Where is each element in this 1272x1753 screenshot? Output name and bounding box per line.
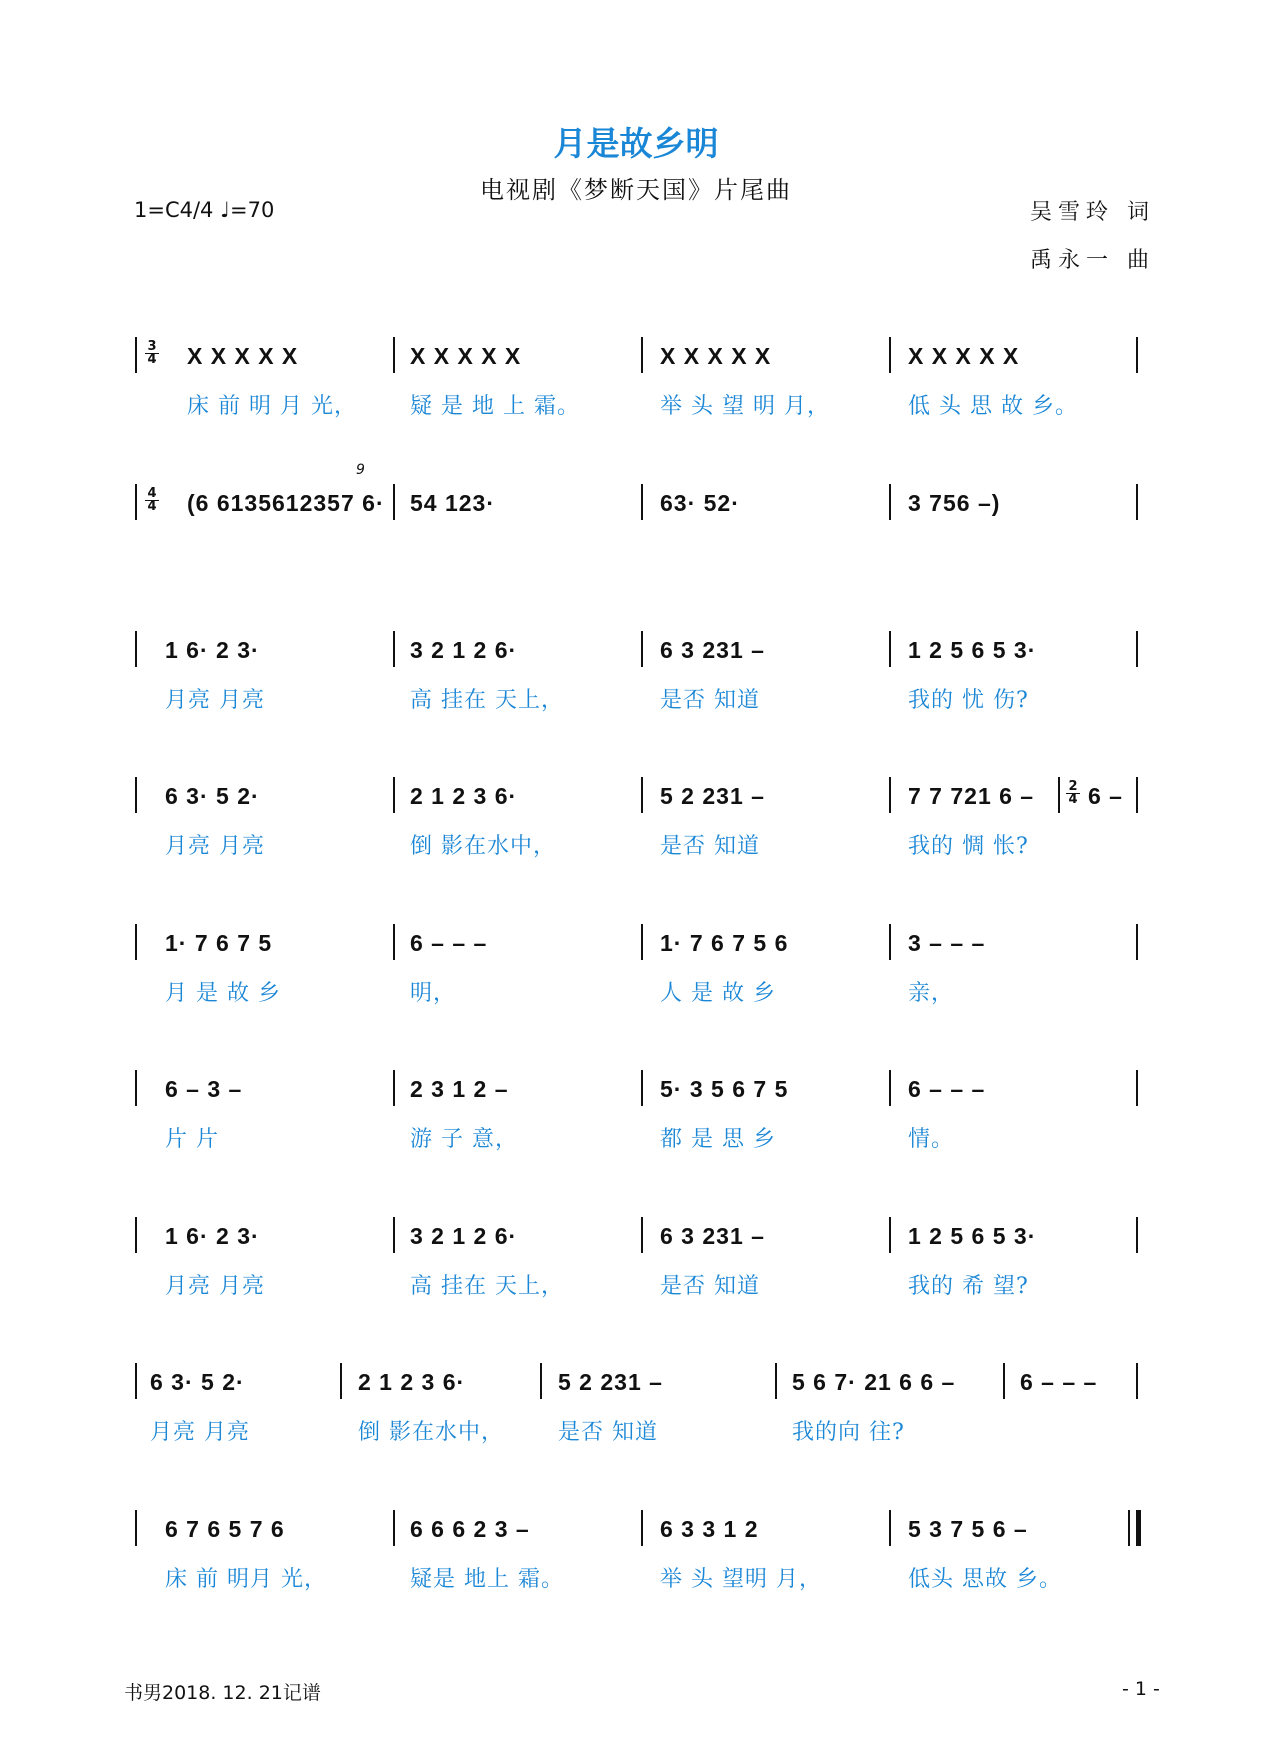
bar-line <box>135 1217 137 1253</box>
measure-lyrics: 床 前 明月 光， <box>165 1567 327 1592</box>
bar-line <box>393 337 395 373</box>
bar-line <box>1136 1510 1141 1546</box>
measure-notes: 6 – – – <box>1020 1369 1098 1395</box>
bar-line <box>393 1070 395 1106</box>
measure-notes: 3 2 1 2 6· <box>410 1223 518 1249</box>
measure-notes: 5 2 231 – <box>660 783 765 809</box>
bar-line <box>1136 1070 1138 1106</box>
bar-line <box>641 1217 643 1253</box>
bar-line <box>135 1510 137 1546</box>
measure-lyrics: 我的 惆 怅? <box>908 834 1029 859</box>
time-signature-numerator: 2 <box>1068 779 1078 794</box>
song-subtitle: 电视剧《梦断天国》片尾曲 <box>480 176 792 204</box>
measure-notes: 6 – 3 – <box>165 1076 243 1102</box>
final-bar-line-thin <box>1128 1510 1130 1546</box>
bar-line <box>1136 1217 1138 1253</box>
measure-lyrics: 是否 知道 <box>660 688 760 713</box>
measure-notes: 63· 52· <box>660 490 740 516</box>
measure-notes: 2 3 1 2 – <box>410 1076 509 1102</box>
measure-lyrics: 情。 <box>908 1127 955 1152</box>
bar-line <box>393 777 395 813</box>
measure-lyrics: 倒 影在水中， <box>358 1420 504 1445</box>
footer-transcriber: 书男2018. 12. 21记谱 <box>124 1682 321 1704</box>
measure-lyrics: 人 是 故 乡 <box>660 981 776 1006</box>
measure-notes: 6 3 231 – <box>660 637 765 663</box>
measure-lyrics: 都 是 思 乡 <box>660 1127 776 1152</box>
measure-notes: X X X X X <box>660 343 772 369</box>
measure-notes: 6 – – – <box>908 1076 986 1102</box>
bar-line <box>889 631 891 667</box>
measure-notes: 6 3· 5 2· <box>165 783 260 809</box>
bar-line <box>135 484 137 520</box>
key-signature: 1=C4/4 ♩=70 <box>134 198 275 222</box>
measure-notes: 1 6· 2 3· <box>165 637 260 663</box>
bar-line <box>889 1510 891 1546</box>
lyricist-credit: 吴雪玲 词 <box>1030 200 1155 225</box>
measure-notes: 5· 3 5 6 7 5 <box>660 1076 789 1102</box>
composer-credit: 禹永一 曲 <box>1030 248 1155 273</box>
measure-lyrics: 我的向 往? <box>792 1420 905 1445</box>
measure-lyrics: 我的 忧 伤? <box>908 688 1029 713</box>
measure-notes: 6 – <box>1088 783 1123 809</box>
time-signature-change <box>1066 781 1080 806</box>
bar-line <box>393 484 395 520</box>
bar-line <box>889 777 891 813</box>
measure-lyrics: 月 是 故 乡 <box>165 981 281 1006</box>
measure-lyrics: 月亮 月亮 <box>165 834 265 859</box>
bar-line <box>135 924 137 960</box>
bar-line <box>641 631 643 667</box>
measure-notes: 54 123· <box>410 490 496 516</box>
time-signature-denominator: 4 <box>145 500 159 513</box>
measure-notes: 5 6 7· 21 6 6 – <box>792 1369 956 1395</box>
time-signature-numerator: 3 <box>147 339 157 354</box>
measure-lyrics: 亲， <box>908 981 955 1006</box>
bar-line <box>1136 337 1138 373</box>
bar-line <box>135 1070 137 1106</box>
measure-lyrics: 是否 知道 <box>558 1420 658 1445</box>
time-signature-numerator: 4 <box>147 486 157 501</box>
measure-lyrics: 是否 知道 <box>660 1274 760 1299</box>
measure-notes: 5 2 231 – <box>558 1369 663 1395</box>
page-number: - 1 - <box>1122 1678 1160 1700</box>
measure-notes: 7 7 721 6 – <box>908 783 1035 809</box>
measure-notes: (6 6135612357 6· <box>187 490 385 516</box>
bar-line <box>641 1070 643 1106</box>
bar-line <box>889 484 891 520</box>
measure-notes: 1 2 5 6 5 3· <box>908 637 1037 663</box>
bar-line <box>1058 777 1060 813</box>
measure-notes: 6 3 231 – <box>660 1223 765 1249</box>
measure-notes: 1 2 5 6 5 3· <box>908 1223 1037 1249</box>
song-title: 月是故乡明 <box>553 124 719 163</box>
measure-notes: X X X X X <box>410 343 522 369</box>
bar-line <box>1136 1363 1138 1399</box>
measure-notes: 5 3 7 5 6 – <box>908 1516 1028 1542</box>
bar-line <box>1136 777 1138 813</box>
measure-lyrics: 高 挂在 天上， <box>410 1274 564 1299</box>
bar-line <box>135 631 137 667</box>
measure-lyrics: 疑是 地上 霜。 <box>410 1567 564 1592</box>
measure-notes: 6 7 6 5 7 6 <box>165 1516 285 1542</box>
measure-notes: 2 1 2 3 6· <box>410 783 518 809</box>
measure-notes: 6 3 3 1 2 <box>660 1516 759 1542</box>
bar-line <box>393 631 395 667</box>
measure-lyrics: 高 挂在 天上， <box>410 688 564 713</box>
tuplet-number: 9 <box>356 462 365 478</box>
measure-notes: 6 6 6 2 3 – <box>410 1516 530 1542</box>
bar-line <box>889 1070 891 1106</box>
bar-line <box>393 1510 395 1546</box>
time-signature-denominator: 4 <box>1066 793 1080 806</box>
measure-notes: 6 3· 5 2· <box>150 1369 245 1395</box>
bar-line <box>641 337 643 373</box>
bar-line <box>641 484 643 520</box>
measure-lyrics: 倒 影在水中， <box>410 834 556 859</box>
bar-line <box>135 777 137 813</box>
measure-notes: X X X X X <box>187 343 299 369</box>
measure-notes: 3 2 1 2 6· <box>410 637 518 663</box>
measure-lyrics: 月亮 月亮 <box>165 1274 265 1299</box>
measure-lyrics: 片 片 <box>165 1127 219 1152</box>
bar-line <box>641 777 643 813</box>
bar-line <box>641 1510 643 1546</box>
measure-lyrics: 低 头 思 故 乡。 <box>908 394 1078 419</box>
time-signature <box>145 488 159 513</box>
measure-lyrics: 疑 是 地 上 霜。 <box>410 394 580 419</box>
bar-line <box>340 1363 342 1399</box>
measure-lyrics: 月亮 月亮 <box>165 688 265 713</box>
bar-line <box>1136 631 1138 667</box>
bar-line <box>889 924 891 960</box>
measure-lyrics: 举 头 望 明 月， <box>660 394 830 419</box>
measure-lyrics: 游 子 意， <box>410 1127 518 1152</box>
measure-lyrics: 床 前 明 月 光， <box>187 394 357 419</box>
measure-notes: 1 6· 2 3· <box>165 1223 260 1249</box>
measure-lyrics: 举 头 望明 月， <box>660 1567 822 1592</box>
measure-notes: 2 1 2 3 6· <box>358 1369 466 1395</box>
bar-line <box>540 1363 542 1399</box>
measure-notes: 1· 7 6 7 5 6 <box>660 930 789 956</box>
measure-lyrics: 月亮 月亮 <box>150 1420 250 1445</box>
bar-line <box>393 1217 395 1253</box>
bar-line <box>393 924 395 960</box>
measure-notes: 3 – – – <box>908 930 986 956</box>
bar-line <box>1003 1363 1005 1399</box>
measure-lyrics: 明， <box>410 981 457 1006</box>
time-signature-denominator: 4 <box>145 353 159 366</box>
time-signature <box>145 341 159 366</box>
measure-notes: 1· 7 6 7 5 <box>165 930 273 956</box>
measure-notes: 3 756 –) <box>908 490 1001 516</box>
bar-line <box>775 1363 777 1399</box>
measure-notes: 6 – – – <box>410 930 488 956</box>
bar-line <box>1136 484 1138 520</box>
measure-lyrics: 是否 知道 <box>660 834 760 859</box>
measure-lyrics: 我的 希 望? <box>908 1274 1029 1299</box>
measure-lyrics: 低头 思故 乡。 <box>908 1567 1062 1592</box>
bar-line <box>889 1217 891 1253</box>
bar-line <box>1136 924 1138 960</box>
bar-line <box>135 1363 137 1399</box>
measure-notes: X X X X X <box>908 343 1020 369</box>
bar-line <box>135 337 137 373</box>
bar-line <box>889 337 891 373</box>
bar-line <box>641 924 643 960</box>
